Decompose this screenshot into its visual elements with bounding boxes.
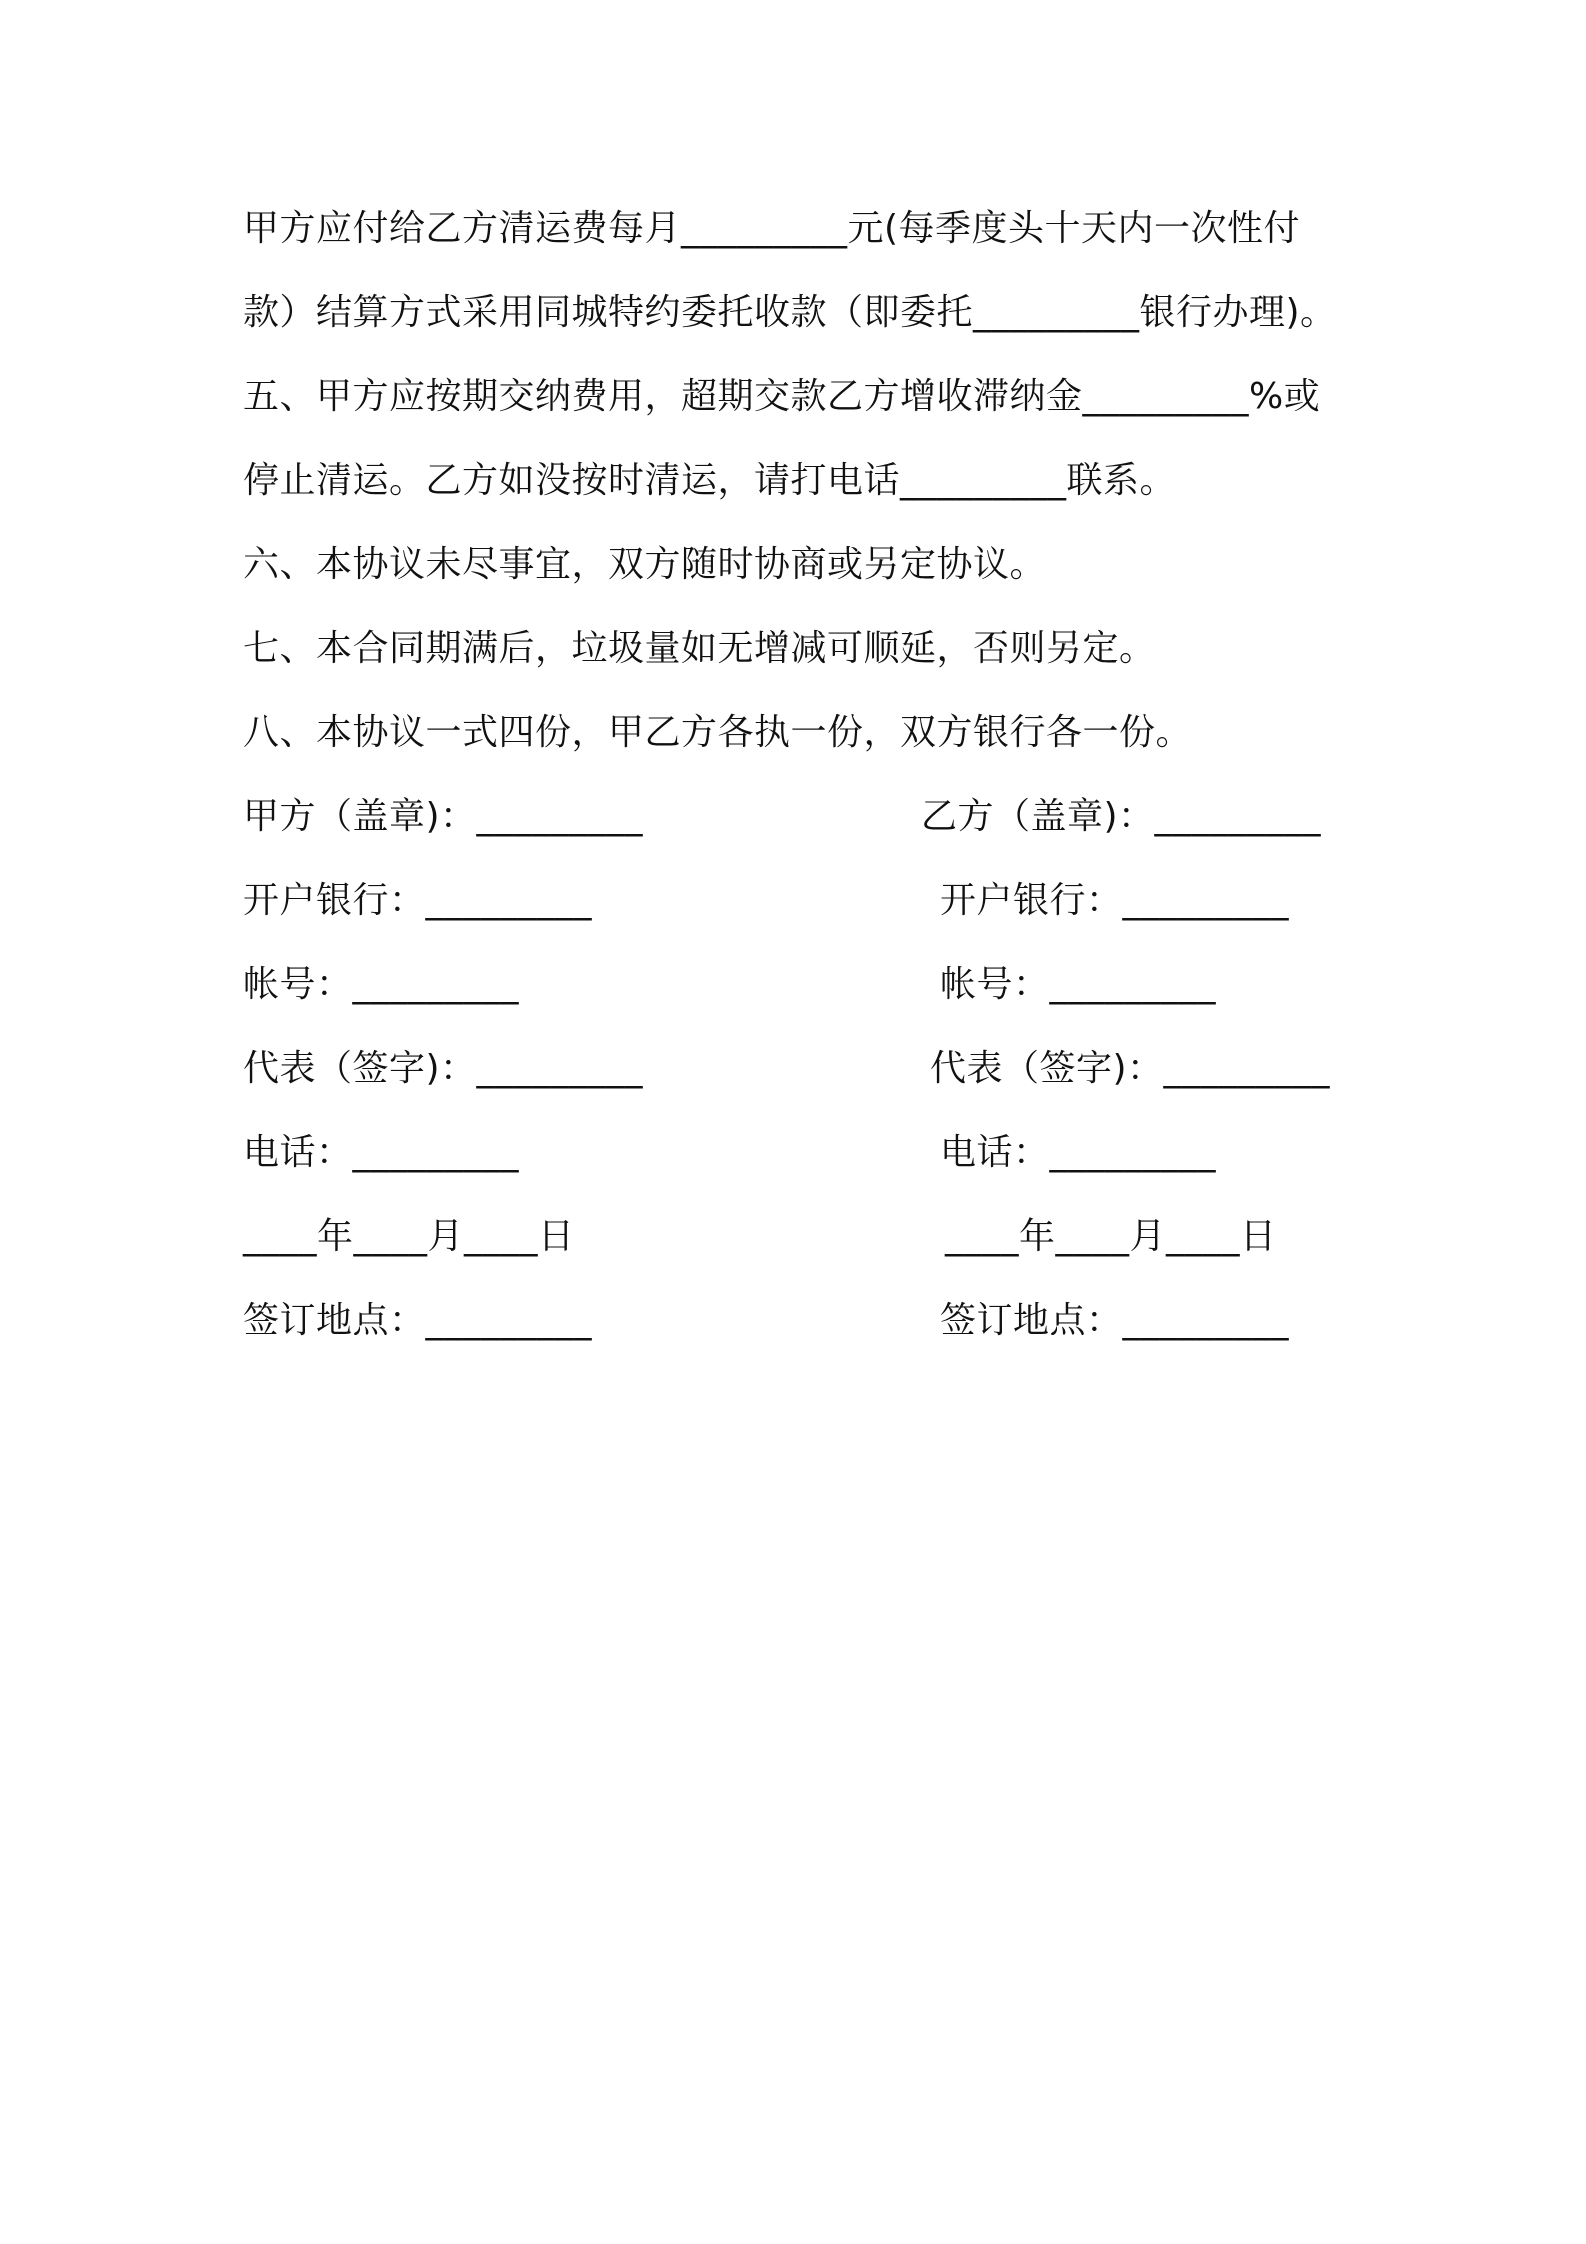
- party-a-place: 签订地点：_________: [243, 1300, 593, 1341]
- party-b-seal: 乙方（盖章)：_________: [921, 796, 1322, 837]
- paragraph-clause-8: 八、本协议一式四份，甲乙方各执一份，双方银行各一份。: [243, 712, 1193, 753]
- paragraph-payment: 甲方应付给乙方清运费每月_________元(每季度头十天内一次性付: [243, 208, 1301, 249]
- paragraph-clause-5-cont: 停止清运。乙方如没按时清运，请打电话_________联系。: [243, 460, 1177, 501]
- party-a-bank: 开户银行：_________: [243, 880, 593, 921]
- party-a-seal: 甲方（盖章)：_________: [243, 796, 644, 837]
- party-a-representative: 代表（签字)：_________: [243, 1048, 644, 1089]
- party-a-account: 帐号：_________: [243, 964, 520, 1005]
- paragraph-clause-6: 六、本协议未尽事宜，双方随时协商或另定协议。: [243, 544, 1047, 585]
- paragraph-clause-5: 五、甲方应按期交纳费用，超期交款乙方增收滞纳金_________%或: [243, 376, 1321, 417]
- paragraph-settlement: 款）结算方式采用同城特约委托收款（即委托_________银行办理)。: [243, 292, 1337, 333]
- party-b-date: ____年____月____日: [945, 1216, 1277, 1257]
- party-a-date: ____年____月____日: [243, 1216, 575, 1257]
- party-b-representative: 代表（签字)：_________: [930, 1048, 1331, 1089]
- party-a-phone: 电话：_________: [243, 1132, 520, 1173]
- party-b-bank: 开户银行：_________: [940, 880, 1290, 921]
- party-b-place: 签订地点：_________: [940, 1300, 1290, 1341]
- paragraph-clause-7: 七、本合同期满后，垃圾量如无增减可顺延，否则另定。: [243, 628, 1156, 669]
- party-b-account: 帐号：_________: [940, 964, 1217, 1005]
- party-b-phone: 电话：_________: [940, 1132, 1217, 1173]
